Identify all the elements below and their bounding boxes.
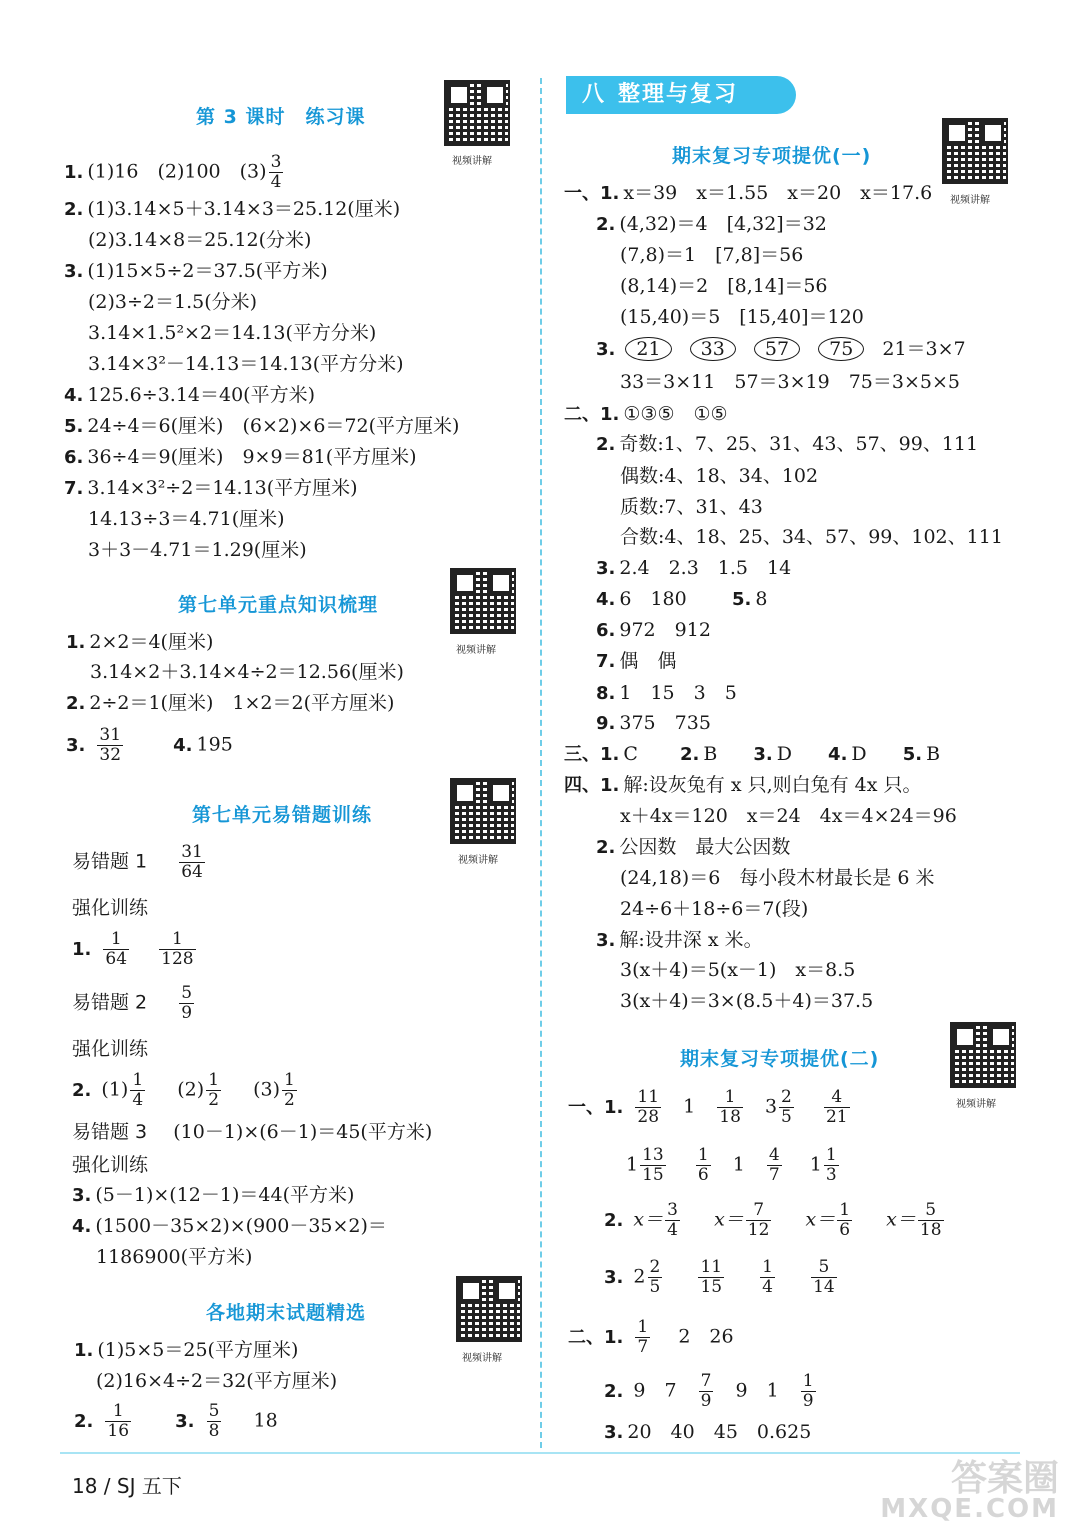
answer-line: 33＝3×11 57＝3×19 75＝3×5×5: [620, 371, 961, 393]
answer-line: 二、1. ①③⑤ ①⑤: [564, 403, 728, 425]
answer-line: (15,40)＝5 [15,40]＝120: [620, 306, 864, 328]
review-2-q2: 2. x＝ $\frac{3}{4}$ x＝ $\frac{7}{12}$ x＝ $\frac{1}{6}$ x＝ $\frac{5}{18}$: [604, 1200, 942, 1240]
exam-1b: (2)16×4÷2＝32(平方厘米): [96, 1370, 338, 1392]
footer-rule: [60, 1452, 1020, 1454]
answer-line: 3. (1)15×5÷2＝37.5(平方米): [64, 260, 328, 282]
review-2-q1: 一、1. $\frac{11}{28}$ 1 $\frac{1}{18}$ 3 $\frac{2}{5}$ $\frac{4}{21}$: [568, 1087, 848, 1127]
answer-line: 14.13÷3＝4.71(厘米): [88, 508, 285, 530]
qr-label: 视频讲解: [452, 156, 492, 167]
review-2-part2-q3: 3. 20 40 45 0.625: [604, 1421, 812, 1443]
error-3: 易错题 3 (10－1)×(6－1)＝45(平方米): [72, 1121, 433, 1143]
answer-line: 3＋3－4.71＝1.29(厘米): [88, 539, 307, 561]
answer-line: 2. (4,32)＝4 [4,32]＝32: [596, 213, 827, 235]
answer-line: 5. 24÷4＝6(厘米) (6×2)×6＝72(平方厘米): [64, 415, 460, 437]
answer-line: 9. 375 735: [596, 712, 711, 734]
chapter-banner: 八 整理与复习: [566, 76, 796, 114]
reinforce-label: 强化训练: [72, 1038, 149, 1060]
answer-line: 5. 8: [732, 588, 768, 610]
answer-line: 2. 公因数 最大公因数: [596, 836, 791, 858]
reinforce-1: 1. $\frac{1}{64}$ $\frac{1}{128}$: [72, 929, 194, 969]
error-2: 易错题 2 $\frac{5}{9}$: [72, 983, 193, 1023]
answer-line: 三、1. C: [564, 743, 657, 765]
answer-line: 3. 21 33 57 75 21＝3×7: [596, 338, 966, 360]
reinforce-4-cont: 1186900(平方米): [96, 1246, 253, 1268]
qr-label: 视频讲解: [456, 645, 496, 656]
answer-line: 3. $\frac{31}{32}$ 4. 195: [66, 725, 233, 765]
error-1: 易错题 1 $\frac{31}{64}$: [72, 842, 203, 882]
answer-line: 3(x＋4)＝3×(8.5＋4)＝37.5: [620, 990, 874, 1012]
answer-line: 质数:7、31、43: [620, 496, 763, 518]
qr-code-icon[interactable]: [942, 118, 1008, 184]
qr-label: 视频讲解: [458, 855, 498, 866]
reinforce-3: 3. (5－1)×(12－1)＝44(平方米): [72, 1184, 355, 1206]
review-2-part2-q2: 2. 9 7 $\frac{7}{9}$ 9 1 $\frac{1}{9}$: [604, 1371, 814, 1411]
reinforce-label: 强化训练: [72, 1154, 149, 1176]
answer-line: (2)3.14×8＝25.12(分米): [88, 229, 312, 251]
exam-1: 1. (1)5×5＝25(平方厘米): [74, 1339, 299, 1361]
section-title-unit7-summary: 第七单元重点知识梳理: [178, 594, 379, 616]
answer-line: 7. 偶 偶: [596, 650, 677, 672]
qr-label: 视频讲解: [950, 195, 990, 206]
answer-line: (7,8)＝1 [7,8]＝56: [620, 244, 804, 266]
qr-label: 视频讲解: [462, 1353, 502, 1364]
answer-line: 2. 奇数:1、7、25、31、43、57、99、111: [596, 433, 979, 455]
reinforce-4: 4. (1500－35×2)×(900－35×2)＝: [72, 1215, 387, 1237]
answer-line: 6. 972 912: [596, 619, 711, 641]
section-title-review-1: 期末复习专项提优(一): [672, 145, 872, 167]
qr-label: 视频讲解: [956, 1099, 996, 1110]
answer-line: 3.14×3²－14.13＝14.13(平方分米): [88, 353, 404, 375]
answer-line: 3. 解:设井深 x 米。: [596, 929, 763, 951]
answer-line: 1. (1)16 (2)100 (3) $\frac{3}{4}$: [64, 152, 282, 192]
answer-line: 3.14×1.5²×2＝14.13(平方分米): [88, 322, 377, 344]
exam-2-3: 2. $\frac{1}{16}$ 3. $\frac{5}{8}$ 18: [74, 1401, 278, 1441]
answer-line: 8. 1 15 3 5: [596, 682, 737, 704]
qr-code-icon[interactable]: [950, 1022, 1016, 1088]
answer-line: (24,18)＝6 每小段木材最长是 6 米: [620, 867, 935, 889]
answer-line: 2. 2÷2＝1(厘米) 1×2＝2(平方厘米): [66, 692, 395, 714]
answer-line: 24÷6＋18÷6＝7(段): [620, 898, 809, 920]
answer-line: 2. (1)3.14×5＋3.14×3＝25.12(厘米): [64, 198, 401, 220]
answer-line: 合数:4、18、25、34、57、99、102、111: [620, 526, 1003, 548]
answer-line: 3(x＋4)＝5(x－1) x＝8.5: [620, 959, 856, 981]
answer-line: 一、1. x＝39 x＝1.55 x＝20 x＝17.6: [564, 182, 933, 204]
qr-code-icon[interactable]: [444, 80, 510, 146]
section-title-review-2: 期末复习专项提优(二): [680, 1048, 880, 1070]
review-2-q3: 3. 2 $\frac{2}{5}$ $\frac{11}{15}$ $\frac{1}{4}$ $\frac{5}{14}$: [604, 1257, 835, 1297]
column-divider: [540, 78, 542, 1448]
qr-code-icon[interactable]: [450, 778, 516, 844]
section-title-unit7-errors: 第七单元易错题训练: [192, 804, 373, 826]
page-footer: 18 / SJ 五下: [72, 1474, 182, 1498]
answer-line: 4. 125.6÷3.14＝40(平方米): [64, 384, 315, 406]
answer-line: (8,14)＝2 [8,14]＝56: [620, 275, 828, 297]
reinforce-label: 强化训练: [72, 897, 149, 919]
qr-code-icon[interactable]: [456, 1276, 522, 1342]
qr-code-icon[interactable]: [450, 568, 516, 634]
answer-line: 1. 2×2＝4(厘米): [66, 631, 214, 653]
answer-line: 偶数:4、18、34、102: [620, 465, 819, 487]
review-2-q1-line2: 1 $\frac{13}{15}$ $\frac{1}{6}$ 1 $\frac{4}{7}$ 1 $\frac{1}{3}$: [626, 1145, 837, 1185]
answer-line: 3.14×2＋3.14×4÷2＝12.56(厘米): [90, 661, 404, 683]
answer-line: 四、1. 解:设灰兔有 x 只,则白兔有 4x 只。: [564, 774, 922, 796]
section-title-practice: 第 3 课时 练习课: [196, 106, 366, 128]
answer-line: 6. 36÷4＝9(厘米) 9×9＝81(平方厘米): [64, 446, 417, 468]
answer-line: 4. 6 180: [596, 588, 706, 610]
section-title-exam-selection: 各地期末试题精选: [206, 1302, 367, 1324]
reinforce-2: 2. (1) $\frac{1}{4}$ (2) $\frac{1}{2}$ (3) $\frac{1}{2}$: [72, 1070, 295, 1110]
answer-line: x＋4x＝120 x＝24 4x＝4×24＝96: [620, 805, 957, 827]
watermark-url: MXQE.COM: [880, 1494, 1059, 1524]
answer-line: 3. 2.4 2.3 1.5 14: [596, 557, 792, 579]
watermark-logo: 答案圈: [950, 1458, 1059, 1499]
answer-line: 7. 3.14×3²÷2＝14.13(平方厘米): [64, 477, 358, 499]
review-2-part2-q1: 二、1. $\frac{1}{7}$ 2 26: [568, 1317, 734, 1357]
mc-answers: 2. B 3. D 4. D 5. B: [680, 743, 941, 765]
answer-line: (2)3÷2＝1.5(分米): [88, 291, 258, 313]
